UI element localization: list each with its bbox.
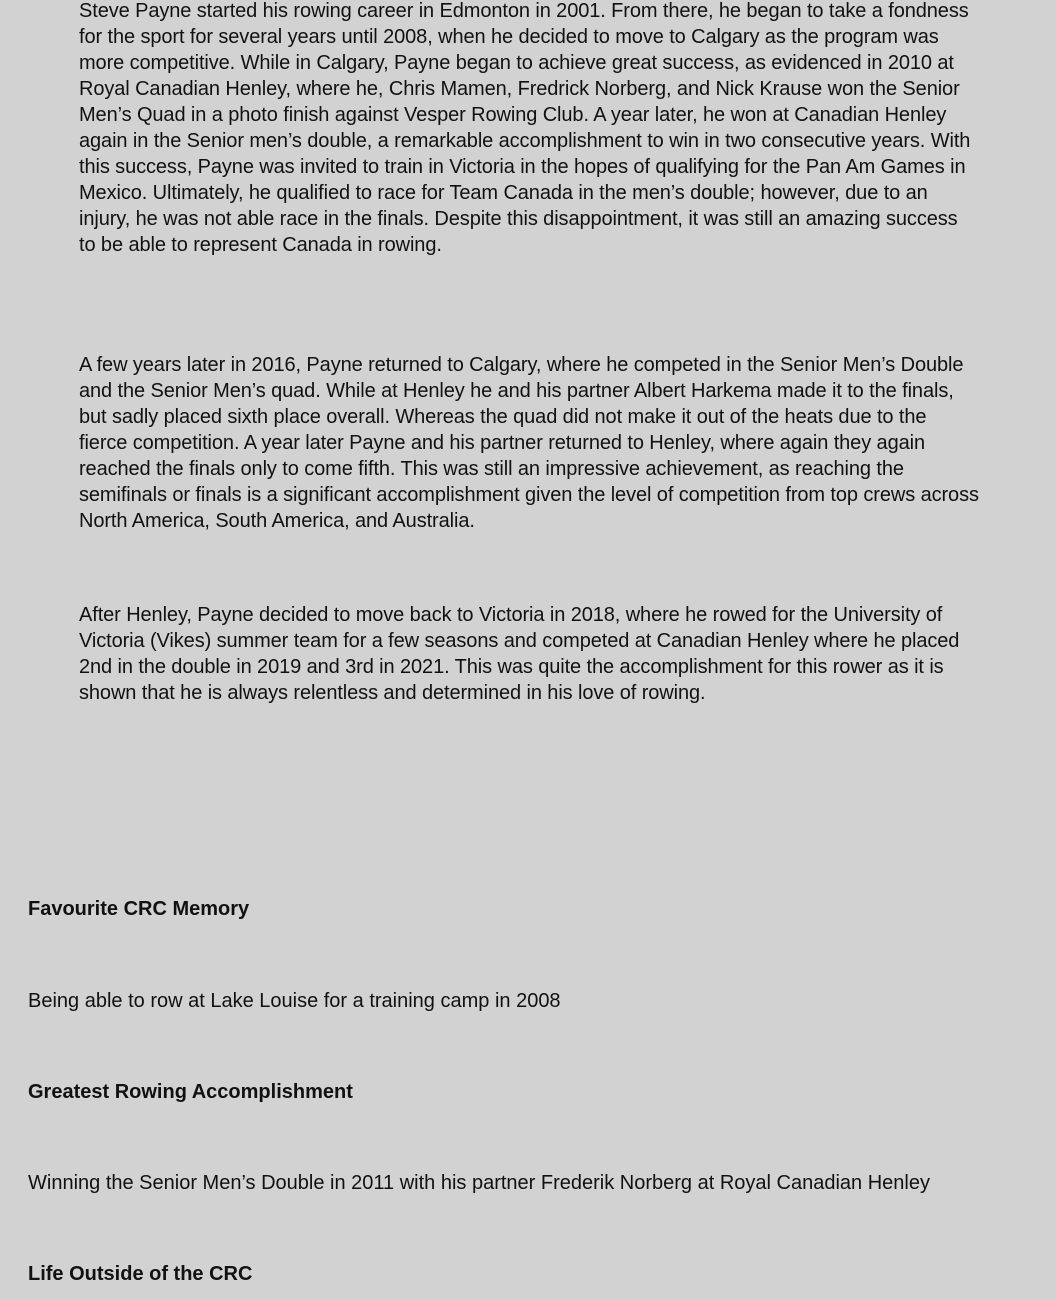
bio-paragraph-2: A few years later in 2016, Payne returned to Calgary, where he competed in the Senior Men’s Double and the Senior Men’s quad. While at Henley he and his partner Albert Harkema made it to the finals, but sadly placed sixth place overall. Whereas the quad did not make it out of the heats due to the fierce competition. A year later Payne and his partner returned to Henley, where again they again reached the finals only to come fifth. This was still an impressive achievement, as reaching the semifinals or finals is a significant accomplishment given the level of competition from top crews across North America, South America, and Australia. [79, 354, 979, 532]
life-outside-heading: Life Outside of the CRC [28, 1263, 253, 1285]
bio-paragraph-1: Steve Payne started his rowing career in Edmonton in 2001. From there, he began to take a fondness for the sport for several years until 2008, when he decided to move to Calgary as the program was more competitive. While in Calgary, Payne began to achieve great success, as evidenced in 2010 at Royal Canadian Henley, where he, Chris Mamen, Fredrick Norberg, and Nick Krause won the Senior Men’s Quad in a photo finish against Vesper Rowing Club. A year later, he won at Canadian Henley again in the Senior men’s double, a remarkable accomplishment to win in two consecutive years. With this success, Payne was invited to train in Victoria in the hopes of qualifying for the Pan Am Games in Mexico. Ultimately, he qualified to race for Team Canada in the men’s double; however, due to an injury, he was not able race in the finals. Despite this disappointment, it was still an amazing success to be able to represent Canada in rowing. [79, 0, 971, 256]
favourite-memory-answer: Being able to row at Lake Louise for a training camp in 2008 [28, 990, 561, 1012]
greatest-accomplishment-answer: Winning the Senior Men’s Double in 2011 with his partner Frederik Norberg at Royal Canadian Henley [28, 1172, 930, 1194]
greatest-accomplishment-heading: Greatest Rowing Accomplishment [28, 1081, 353, 1103]
bio-paragraph-3: After Henley, Payne decided to move back to Victoria in 2018, where he rowed for the University of Victoria (Vikes) summer team for a few seasons and competed at Canadian Henley where he placed 2nd in the double in 2019 and 3rd in 2021. This was quite the accomplishment for this rower as it is shown that he is always relentless and determined in his love of rowing. [79, 604, 960, 704]
favourite-memory-heading: Favourite CRC Memory [28, 898, 250, 920]
